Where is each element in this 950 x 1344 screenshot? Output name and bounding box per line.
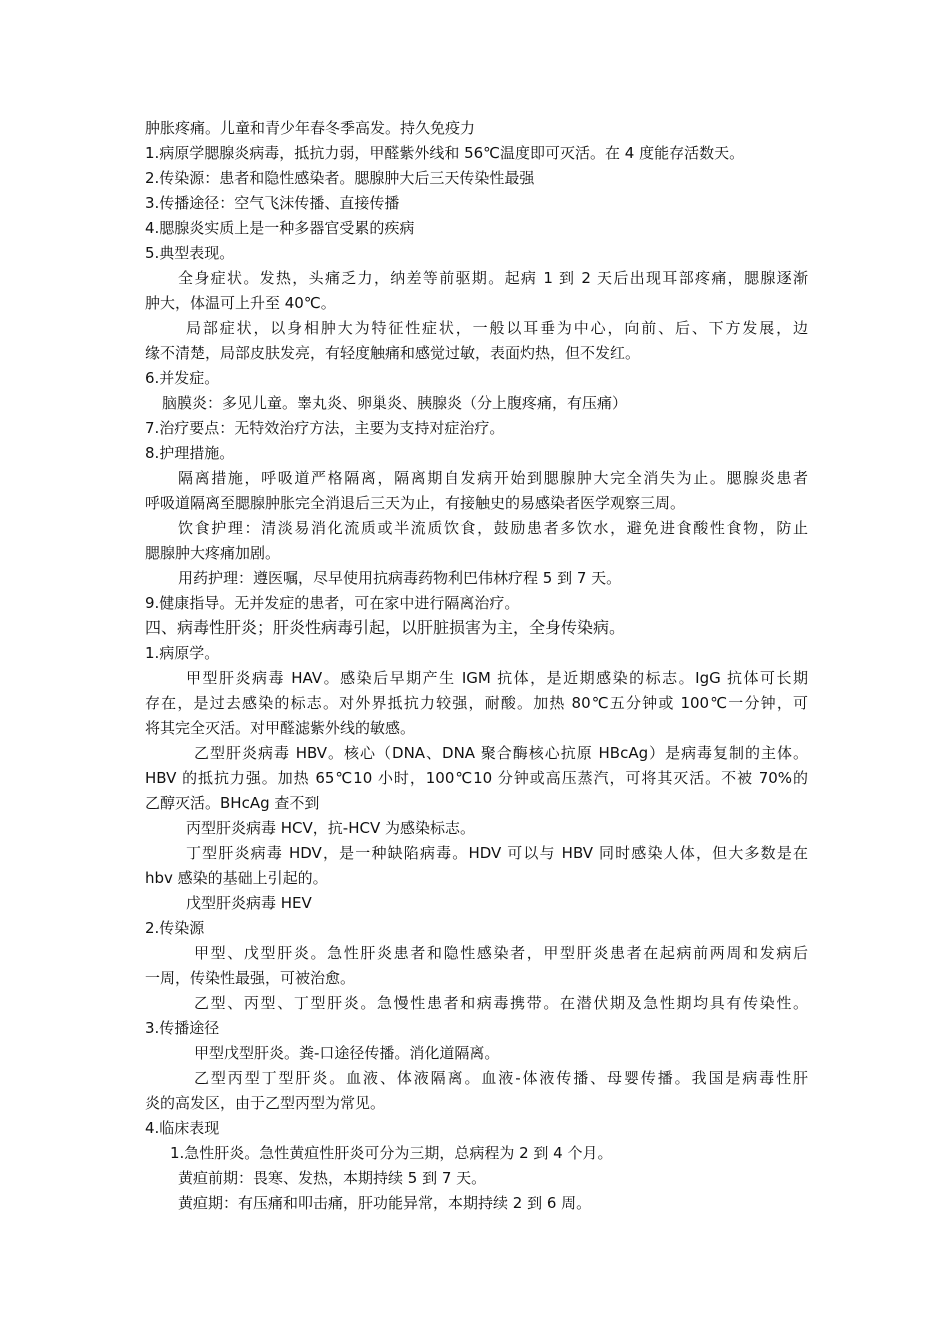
text-line: 丙型肝炎病毒 HCV，抗-HCV 为感染标志。 [186,819,475,837]
text-line: 3.传播途径 [145,1019,220,1037]
text-line: 黄疸前期：畏寒、发热，本期持续 5 到 7 天。 [178,1169,487,1187]
text-line: 肿大，体温可上升至 40℃。 [145,294,336,312]
text-line: 腮腺肿大疼痛加剧。 [145,544,281,562]
text-line: 饮食护理：清淡易消化流质或半流质饮食，鼓励患者多饮水，避免进食酸性食物，防止 [178,519,808,537]
text-line: 甲型戊型肝炎。粪-口途径传播。消化道隔离。 [194,1044,500,1062]
text-line: 全身症状。发热，头痛乏力，纳差等前驱期。起病 1 到 2 天后出现耳部疼痛，腮腺逐渐 [178,269,808,287]
text-line: 肿胀疼痛。儿童和青少年春冬季高发。持久免疫力 [145,119,476,137]
text-line: 5.典型表现。 [145,244,235,262]
text-line: 呼吸道隔离至腮腺肿胀完全消退后三天为止，有接触史的易感染者医学观察三周。 [145,494,686,512]
text-line: 4.腮腺炎实质上是一种多器官受累的疾病 [145,219,415,237]
text-line: 乙醇灭活。BHcAg 查不到 [145,794,320,812]
text-line: 缘不清楚，局部皮肤发亮，有轻度触痛和感觉过敏，表面灼热，但不发红。 [145,344,641,362]
text-line: 4.临床表现 [145,1119,220,1137]
text-line: 隔离措施，呼吸道严格隔离，隔离期自发病开始到腮腺肿大完全消失为止。腮腺炎患者 [178,469,808,487]
text-line: 9.健康指导。无并发症的患者，可在家中进行隔离治疗。 [145,594,520,612]
text-line: 6.并发症。 [145,369,220,387]
text-line: 2.传染源：患者和隐性感染者。腮腺肿大后三天传染性最强 [145,169,535,187]
text-line: 1.病原学腮腺炎病毒，抵抗力弱，甲醛紫外线和 56℃温度即可灭活。在 4 度能存活数天。 [145,144,745,162]
text-line: 戊型肝炎病毒 HEV [186,894,312,912]
text-line: 1.病原学。 [145,644,220,662]
text-line: 2.传染源 [145,919,205,937]
text-line: 1.急性肝炎。急性黄疸性肝炎可分为三期，总病程为 2 到 4 个月。 [170,1144,613,1162]
text-line: 7.治疗要点：无特效治疗方法，主要为支持对症治疗。 [145,419,505,437]
text-line: 将其完全灭活。对甲醛滤紫外线的敏感。 [145,719,416,737]
text-line: 3.传播途径：空气飞沫传播、直接传播 [145,194,400,212]
text-line: 甲型肝炎病毒 HAV。感染后早期产生 IGM 抗体，是近期感染的标志。IgG 抗体可长期 [186,669,808,687]
text-line: 存在，是过去感染的标志。对外界抵抗力较强，耐酸。加热 80℃五分钟或 100℃一分钟，可 [145,694,808,712]
text-line: 一周，传染性最强，可被治愈。 [145,969,356,987]
text-line: hbv 感染的基础上引起的。 [145,869,328,887]
section-heading: 四、病毒性肝炎；肝炎性病毒引起，以肝脏损害为主，全身传染病。 [145,618,626,637]
text-line: HBV 的抵抗力强。加热 65℃10 小时，100℃10 分钟或高压蒸汽，可将其灭活。不被 70%的 [145,769,808,787]
text-line: 用药护理：遵医嘱，尽早使用抗病毒药物利巴伟林疗程 5 到 7 天。 [178,569,622,587]
text-line: 甲型、戊型肝炎。急性肝炎患者和隐性感染者，甲型肝炎患者在起病前两周和发病后 [194,944,808,962]
text-line: 脑膜炎：多见儿童。睾丸炎、卵巢炎、胰腺炎（分上腹疼痛，有压痛） [162,394,628,412]
text-line: 黄疸期：有压痛和叩击痛，肝功能异常，本期持续 2 到 6 周。 [178,1194,592,1212]
text-line: 8.护理措施。 [145,444,235,462]
text-line: 炎的高发区，由于乙型丙型为常见。 [145,1094,386,1112]
text-line: 乙型、丙型、丁型肝炎。急慢性患者和病毒携带。在潜伏期及急性期均具有传染性。 [194,994,808,1012]
text-line: 乙型丙型丁型肝炎。血液、体液隔离。血液-体液传播、母婴传播。我国是病毒性肝 [194,1069,808,1087]
text-line: 丁型肝炎病毒 HDV，是一种缺陷病毒。HDV 可以与 HBV 同时感染人体，但大多数是在 [186,844,808,862]
text-line: 乙型肝炎病毒 HBV。核心（DNA、DNA 聚合酶核心抗原 HBcAg）是病毒复制的主体。 [194,744,808,762]
text-line: 局部症状，以身相肿大为特征性症状，一般以耳垂为中心，向前、后、下方发展，边 [186,319,808,337]
